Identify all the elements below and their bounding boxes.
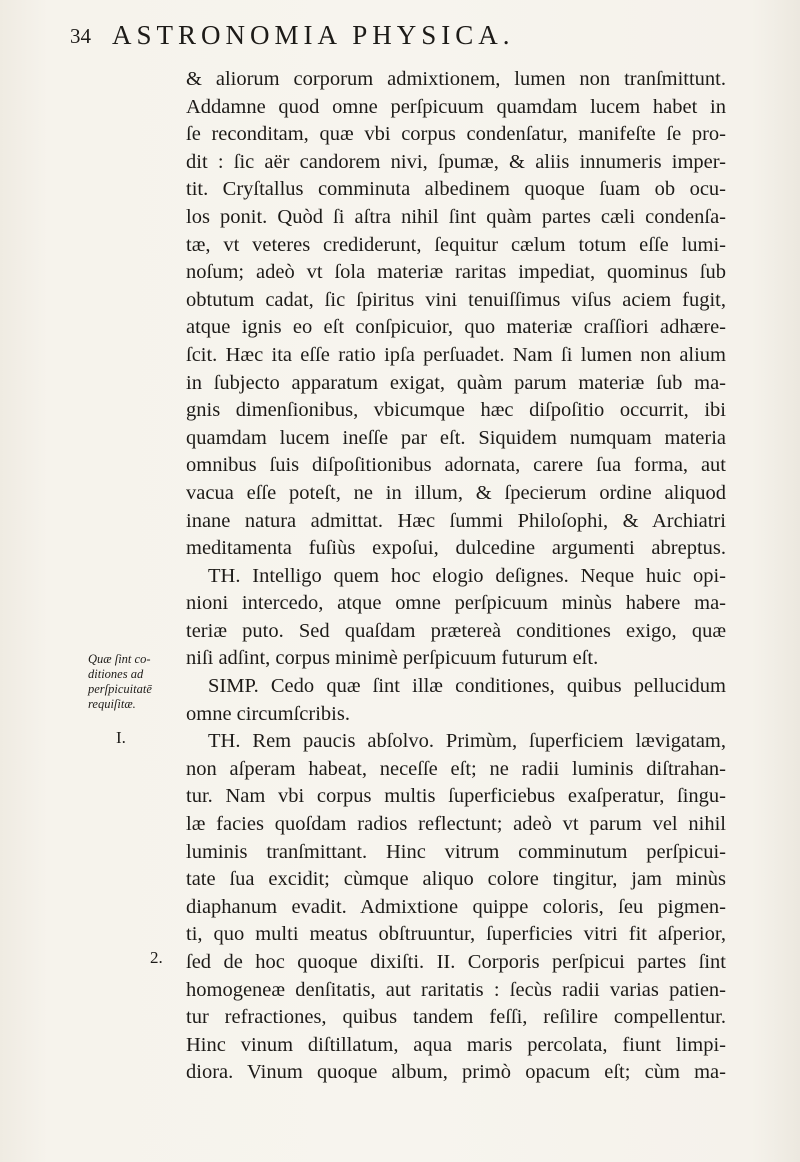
margin-note-line: perſpicuitatē: [88, 682, 152, 696]
text-line: gnis dimenſionibus, vbicumque hæc diſpoſitio occurrit, ibi: [186, 399, 726, 422]
text-line: los ponit. Quòd ſi aſtra nihil ſint quàm partes cæli condenſa-: [186, 205, 726, 228]
text-line: diaphanum evadit. Admixtione quippe coloris, ſeu pigmen-: [186, 895, 726, 918]
page-number: 34: [70, 24, 91, 48]
text-line: teriæ puto. Sed quaſdam prætereà conditiones exigo, quæ: [186, 619, 726, 642]
text-line: atque ignis eo eſt conſpicuior, quo materiæ craſſiori adhære-: [186, 316, 726, 339]
text-line: & aliorum corporum admixtionem, lumen non tranſmittunt.: [186, 68, 726, 90]
text-line: tit. Cryſtallus comminuta albedinem quoque ſuam ob ocu-: [186, 178, 726, 201]
text-line: Addamne quod omne perſpicuum quamdam lucem habet in: [186, 95, 726, 118]
text-line: omnibus ſuis diſpoſitionibus adornata, carere ſua forma, aut: [186, 454, 726, 477]
text-line: homogeneæ denſitatis, aut raritatis : ſecùs radii varias patien-: [186, 978, 726, 1001]
text-line: non aſperam habeat, neceſſe eſt; ne radii luminis diſtrahan-: [186, 757, 726, 780]
margin-note-line: requiſitæ.: [88, 697, 136, 711]
running-head: [70, 20, 710, 60]
margin-note-line: Quæ ſint co-: [88, 652, 151, 666]
text-line: noſum; adeò vt ſola materiæ raritas impediat, quominus ſub: [186, 261, 726, 284]
text-line: inane natura admittat. Hæc ſummi Philoſophi, & Archiatri: [186, 509, 726, 532]
text-line: meditamenta fuſiùs expoſui, dulcedine argumenti abreptus.: [186, 537, 726, 560]
text-line: ſe reconditam, quæ vbi corpus condenſatur, manifeſte ſe pro-: [186, 123, 726, 146]
text-line: niſi adſint, corpus minimè perſpicuum futurum eſt.: [186, 647, 599, 670]
text-line: in ſubjecto apparatum exigat, quàm parum materiæ ſub ma-: [186, 371, 726, 394]
text-line: TH. Rem paucis abſolvo. Primùm, ſuperficiem lævigatam,: [208, 730, 726, 753]
text-line: quamdam lucem ineſſe par eſt. Siquidem numquam materia: [186, 426, 726, 449]
text-line: ti, quo multi meatus obſtruuntur, ſuperficies vitri fit aſperior,: [186, 923, 726, 946]
page-title: ASTRONOMIA PHYSICA.: [112, 20, 515, 50]
text-line: tur refractiones, quibus tandem feſſi, reſilire compellentur.: [186, 1006, 726, 1029]
text-line: tate ſua excidit; cùmque aliquo colore tingitur, jam minùs: [186, 868, 726, 891]
text-line: obtutum cadat, ſic ſpiritus vini tenuiſſimus viſus aciem fugit,: [186, 288, 726, 311]
text-line: nioni intercedo, atque omne perſpicuum minùs habere ma-: [186, 592, 726, 615]
margin-note-line: ditiones ad: [88, 667, 144, 681]
body-text: [186, 66, 726, 1087]
text-line: vacua eſſe poteſt, ne in illum, & ſpecierum ordine aliquod: [186, 481, 726, 504]
text-line: dit : ſic aër candorem nivi, ſpumæ, & aliis innumeris imper-: [186, 150, 726, 173]
text-line: tæ, vt veteres crediderunt, ſequitur cælum totum eſſe lumi-: [186, 233, 726, 256]
text-line: luminis tranſmittant. Hinc vitrum comminutum perſpicui-: [186, 840, 726, 863]
margin-marker-1: I.: [116, 728, 126, 747]
margin-marker-2: 2.: [150, 948, 163, 967]
text-line: diora. Vinum quoque album, primò opacum eſt; cùm ma-: [186, 1061, 726, 1084]
text-line: ſcit. Hæc ita eſſe ratio ipſa perſuadet. Nam ſi lumen non alium: [186, 343, 726, 366]
text-line: omne circumſcribis.: [186, 702, 350, 725]
text-line: Hinc vinum diſtillatum, aqua maris percolata, fiunt limpi-: [186, 1033, 726, 1056]
text-line: TH. Intelligo quem hoc elogio deſignes. Neque huic opi-: [208, 564, 726, 587]
text-line: SIMP. Cedo quæ ſint illæ conditiones, quibus pellucidum: [208, 675, 726, 698]
text-line: læ facies quoſdam radios reflectunt; adeò vt parum vel nihil: [186, 813, 726, 836]
text-line: tur. Nam vbi corpus multis ſuperficiebus exaſperatur, ſingu-: [186, 785, 726, 808]
text-line: ſed de hoc quoque dixiſti. II. Corporis perſpicui partes ſint: [186, 951, 726, 973]
